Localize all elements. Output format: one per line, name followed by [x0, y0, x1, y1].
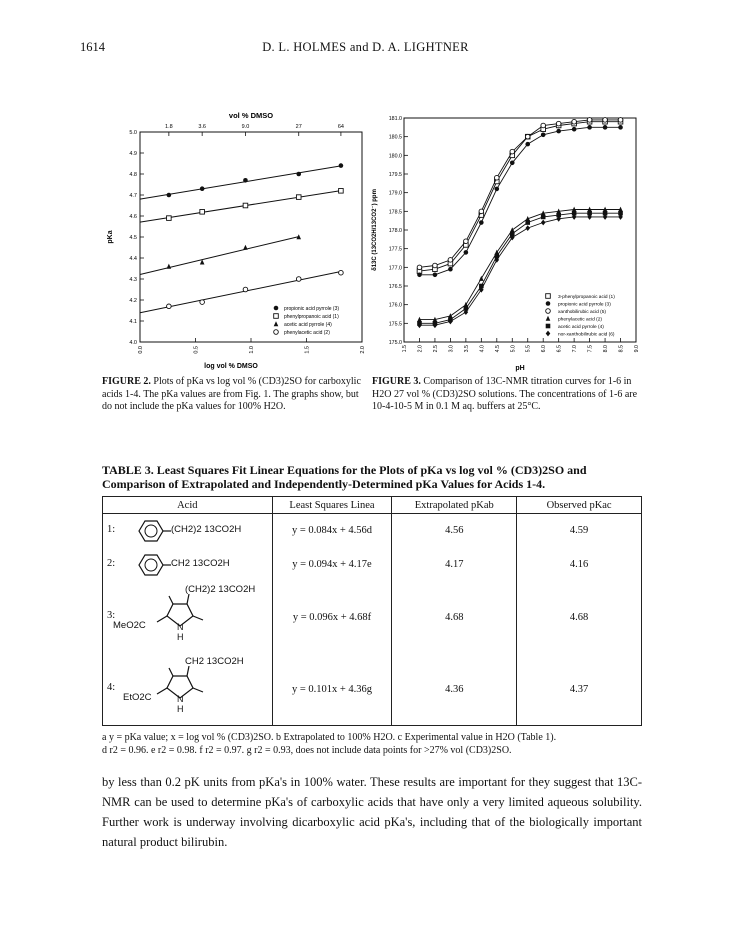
- y-tick-label: 176.5: [388, 284, 402, 290]
- data-point: [296, 195, 301, 200]
- y-axis-label: δ13C (13CO2H/13CO2⁻) ppm: [372, 189, 378, 271]
- legend-label: acetic acid pyrrole (4): [558, 325, 604, 330]
- data-point: [433, 273, 438, 278]
- legend-marker: [274, 306, 279, 311]
- y-tick-label: 181.0: [388, 116, 402, 122]
- y-tick-label: 4.6: [129, 214, 137, 220]
- data-point: [243, 178, 248, 183]
- x-tick-label: 2.5: [432, 345, 439, 353]
- data-point: [525, 142, 530, 147]
- acid-structure-cell: [103, 654, 273, 726]
- top-axis-title: vol % DMSO: [228, 111, 274, 120]
- data-point: [464, 250, 469, 255]
- table-row: [103, 514, 642, 548]
- table-3-footnotes: [102, 732, 662, 757]
- data-point: [339, 163, 344, 168]
- x-tick-label: 1.5: [402, 345, 408, 353]
- legend-label: phenylacetic acid (2): [284, 330, 330, 336]
- y-tick-label: 178.5: [388, 209, 402, 216]
- y-tick-label: 177.5: [388, 246, 402, 253]
- y-tick-label: 180.5: [388, 134, 402, 141]
- data-point: [167, 193, 172, 198]
- data-point: [572, 119, 577, 124]
- col-header-acid: Acid: [103, 497, 273, 514]
- acid-number: 2:: [107, 557, 116, 569]
- acid-number: 3:: [107, 609, 116, 621]
- titration-curve: [420, 120, 621, 267]
- data-point: [479, 220, 484, 225]
- y-tick-label: 4.3: [129, 277, 137, 283]
- x-tick-label: 8.5: [618, 345, 625, 353]
- figure-2-caption-label: FIGURE 2.: [102, 376, 151, 387]
- top-tick-label: 27: [295, 124, 302, 130]
- y-tick-label: 178.0: [388, 228, 402, 234]
- y-tick-label: 4.4: [129, 256, 137, 262]
- col-header-extrapolated: Extrapolated pKab: [392, 497, 517, 514]
- x-tick-label: 0.5: [193, 346, 200, 354]
- equation-cell: y = 0.094x + 4.17e: [272, 548, 392, 582]
- data-point: [296, 277, 301, 282]
- x-tick-label: 4.0: [479, 345, 486, 353]
- x-tick-label: 1.5: [304, 346, 311, 354]
- data-point: [296, 172, 301, 177]
- y-tick-label: 5.0: [129, 130, 137, 136]
- figure-2-svg: [100, 110, 366, 372]
- x-tick-label: 7.5: [587, 345, 594, 353]
- figure-3-caption: [372, 376, 642, 414]
- figure-2-caption-text: Plots of pKa vs log vol % (CD3)2SO for carboxylic acids 1-4. The pKa values are from Fig. 1. The graphs show, but do not include the pKa values for 100% H2O.: [102, 376, 361, 412]
- data-point: [243, 203, 248, 208]
- figure-3-chart: [368, 110, 640, 372]
- observed-cell: 4.16: [517, 548, 642, 582]
- figure-2-caption: [102, 376, 364, 414]
- data-point: [417, 265, 422, 270]
- data-point: [510, 161, 515, 166]
- y-tick-label: 175.5: [388, 321, 402, 328]
- y-tick-label: 179.5: [388, 172, 402, 178]
- pyrrole-nh-label: N H: [177, 621, 184, 642]
- top-tick-label: 3.6: [198, 124, 206, 130]
- x-tick-label: 6.0: [541, 345, 548, 353]
- data-point: [464, 239, 469, 244]
- data-point: [510, 149, 515, 154]
- data-point: [167, 264, 172, 269]
- observed-cell: 4.59: [517, 514, 642, 548]
- col-header-observed: Observed pKac: [517, 497, 642, 514]
- figure-3-caption-text: Comparison of 13C-NMR titration curves for 1-6 in H2O 27 vol % (CD3)2SO solutions. The concentrations of 1-6 are 10-4-10-5 M in 0.1 M aq. buffers at 25°C.: [372, 376, 638, 412]
- pyrrole-nh-label: N H: [177, 693, 184, 714]
- table-header-row: [103, 497, 642, 514]
- figure-3-caption-label: FIGURE 3.: [372, 376, 421, 387]
- legend-label: phenylacetic acid (2): [558, 317, 602, 323]
- acid-number: 1:: [107, 524, 116, 535]
- legend-label: propionic acid pyrrole (3): [284, 306, 340, 312]
- ester-group-label: EtO2C: [123, 691, 152, 703]
- author-line: D. L. HOLMES and D. A. LIGHTNER: [262, 40, 469, 54]
- figure-3-svg: [368, 110, 640, 372]
- benzene-ring-icon: [131, 550, 171, 580]
- x-tick-label: 4.5: [494, 345, 501, 353]
- x-tick-label: 5.0: [510, 345, 517, 353]
- x-tick-label: 2.0: [360, 346, 366, 354]
- col-header-line: Least Squares Linea: [272, 497, 392, 514]
- equation-cell: y = 0.096x + 4.68f: [272, 582, 392, 654]
- data-point: [417, 273, 422, 278]
- table-3-title: TABLE 3. Least Squares Fit Linear Equations for the Plots of pKa vs log vol % (CD3)2SO and Comparison of Extrapolated and Independently-Determined pKa Values for Acids 1-4.: [102, 463, 587, 491]
- table-row: [103, 582, 642, 654]
- data-point: [243, 245, 248, 250]
- body-paragraph: by less than 0.2 pK units from pKa's in 100% water. These results are important for they suggest that 13C-NMR can be used to determine pKa's of carboxylic acids that have only a very limited aqueous solubility. Further work is underway involving dicarboxylic acid pKa's, including that of the biologically important natural product bilirubin.: [102, 775, 642, 849]
- acid-substituent: (CH2)2 13CO2H: [171, 524, 242, 535]
- x-tick-label: 3.0: [448, 345, 455, 353]
- table-row: [103, 654, 642, 726]
- legend-label: propionic acid pyrrole (3): [558, 302, 611, 308]
- x-tick-label: 3.5: [463, 345, 470, 353]
- data-point: [433, 263, 438, 268]
- legend-label: xanthobilirubic acid (5): [558, 310, 606, 315]
- data-point: [167, 304, 172, 309]
- y-tick-label: 4.0: [129, 340, 137, 346]
- acid-structure-cell: [103, 582, 273, 654]
- acid-structure-cell: [103, 514, 273, 548]
- data-point: [525, 225, 530, 231]
- equation-cell: y = 0.084x + 4.56d: [272, 514, 392, 548]
- y-tick-label: 180.0: [388, 153, 402, 160]
- x-tick-label: 0.0: [138, 346, 144, 354]
- acid-substituent: (CH2)2 13CO2H: [185, 583, 256, 595]
- ester-group-label: MeO2C: [113, 619, 146, 631]
- x-tick-label: 5.5: [525, 345, 532, 353]
- legend-marker: [274, 321, 279, 326]
- data-point: [448, 258, 453, 263]
- data-point: [556, 121, 561, 126]
- data-point: [339, 270, 344, 275]
- legend-marker: [546, 294, 551, 299]
- top-tick-label: 1.8: [165, 124, 173, 130]
- legend-marker: [274, 314, 279, 319]
- data-point: [200, 210, 205, 215]
- data-point: [167, 216, 172, 221]
- legend-marker: [546, 324, 551, 329]
- table-row: [103, 548, 642, 582]
- data-point: [448, 267, 453, 272]
- page-number: 1614: [80, 40, 105, 54]
- y-tick-label: 4.9: [129, 151, 137, 157]
- legend-label: nor-xanthobilirubic acid (6): [558, 332, 615, 338]
- extrapolated-cell: 4.68: [392, 582, 517, 654]
- y-tick-label: 176.0: [388, 302, 402, 309]
- data-point: [495, 175, 500, 180]
- data-point: [541, 215, 546, 220]
- x-tick-label: 8.0: [603, 345, 610, 353]
- y-tick-label: 4.2: [129, 298, 137, 304]
- y-tick-label: 4.7: [129, 193, 137, 199]
- data-point: [618, 118, 623, 123]
- acid-structure-cell: [103, 548, 273, 582]
- data-point: [556, 129, 561, 134]
- y-tick-label: 4.1: [129, 319, 137, 325]
- data-point: [618, 125, 623, 130]
- data-point: [587, 118, 592, 123]
- data-point: [587, 125, 592, 130]
- data-point: [603, 125, 608, 130]
- observed-cell: 4.37: [517, 654, 642, 726]
- y-tick-label: 175.0: [388, 340, 402, 346]
- data-point: [200, 186, 205, 191]
- figure-2-chart: [100, 110, 366, 372]
- footnote-line-1: a y = pKa value; x = log vol % (CD3)2SO. b Extrapolated to 100% H2O. c Experimental value in H2O (Table 1).: [102, 732, 557, 743]
- data-point: [200, 300, 205, 305]
- data-point: [541, 220, 546, 226]
- data-point: [479, 209, 484, 214]
- x-tick-label: 2.0: [417, 345, 424, 353]
- x-tick-label: 1.0: [249, 346, 255, 354]
- y-tick-label: 177.0: [388, 265, 402, 272]
- extrapolated-cell: 4.17: [392, 548, 517, 582]
- x-axis-label: pH: [515, 365, 525, 372]
- legend-label: acetic acid pyrrole (4): [284, 322, 332, 328]
- observed-cell: 4.68: [517, 582, 642, 654]
- footnote-line-2: d r2 = 0.96. e r2 = 0.98. f r2 = 0.97. g r2 = 0.93, does not include data points for >27% vol (CD3)2SO.: [102, 744, 512, 756]
- acid-substituent: CH2 13CO2H: [171, 557, 230, 569]
- x-tick-label: 6.5: [556, 345, 563, 353]
- extrapolated-cell: 4.56: [392, 514, 517, 548]
- data-point: [572, 127, 577, 132]
- data-point: [603, 118, 608, 123]
- plot-frame: [404, 118, 636, 342]
- legend-marker: [546, 309, 551, 314]
- titration-curve: [420, 127, 621, 274]
- top-tick-label: 9.0: [241, 124, 250, 130]
- legend-marker: [546, 331, 551, 337]
- x-axis-label: log vol % DMSO: [204, 363, 258, 370]
- data-point: [339, 189, 344, 194]
- y-tick-label: 4.8: [129, 172, 137, 178]
- legend-marker: [546, 316, 551, 321]
- benzene-ring-icon: [131, 516, 171, 546]
- data-point: [525, 134, 530, 139]
- y-tick-label: 4.5: [129, 235, 137, 241]
- y-tick-label: 179.0: [388, 190, 402, 197]
- data-point: [541, 123, 546, 128]
- top-tick-label: 64: [337, 124, 344, 130]
- data-point: [495, 187, 500, 192]
- table-3: [102, 496, 642, 726]
- x-tick-label: 9.0: [634, 345, 640, 353]
- x-tick-label: 7.0: [572, 345, 579, 353]
- acid-substituent: CH2 13CO2H: [185, 655, 244, 667]
- running-header: [0, 40, 731, 60]
- legend-marker: [546, 301, 551, 306]
- legend-label: 3-phenylpropanoic acid (1): [558, 295, 615, 300]
- acid-number: 4:: [107, 681, 116, 693]
- y-axis-label: pKa: [107, 230, 114, 244]
- fit-line: [140, 237, 299, 275]
- extrapolated-cell: 4.36: [392, 654, 517, 726]
- legend-marker: [274, 330, 279, 335]
- data-point: [243, 287, 248, 292]
- legend-label: phenylpropanoic acid (1): [284, 314, 339, 320]
- data-point: [525, 220, 530, 225]
- data-point: [541, 133, 546, 138]
- equation-cell: y = 0.101x + 4.36g: [272, 654, 392, 726]
